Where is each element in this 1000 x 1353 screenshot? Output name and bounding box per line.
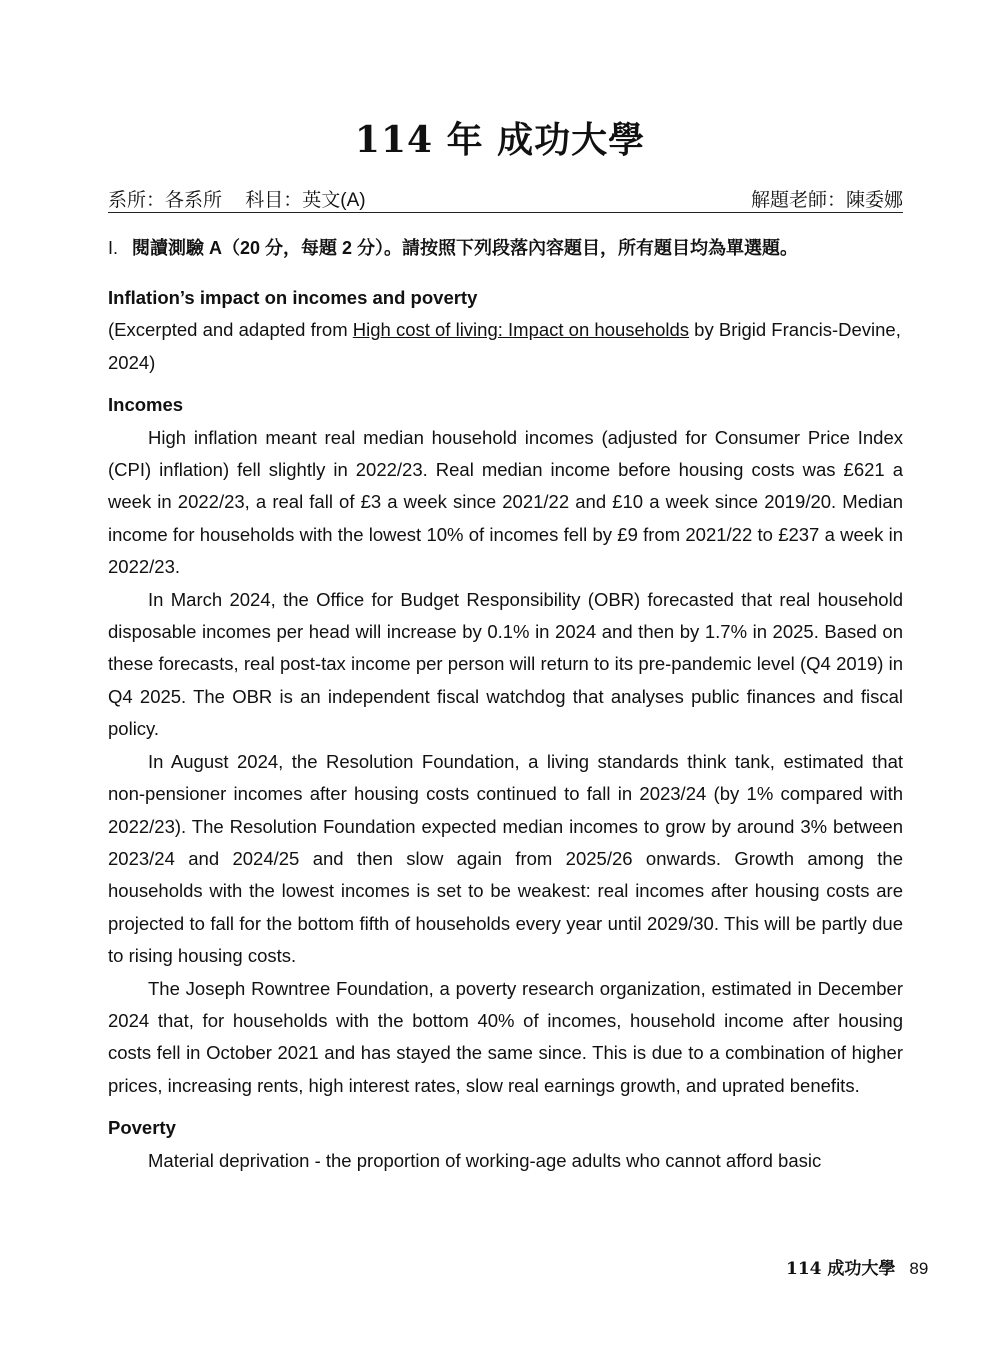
article-title: Inflation’s impact on incomes and poverty — [108, 287, 478, 308]
subject-label: 科目：英文(A) — [245, 189, 366, 211]
footer-title: 114 成功大學 — [786, 1259, 896, 1279]
paragraph: In March 2024, the Office for Budget Responsibility (OBR) forecasted that real household disposable incomes per head will increase by 0.1% in 2024 and then by 1.7% in 2025. Based on these forecasts, real post-tax income per person will return to its pre-pandemic level (Q4 2019) in Q4 2025. The OBR is an independent fiscal watchdog that analyses public finances and fiscal policy. — [108, 588, 903, 740]
section-heading-poverty: Poverty — [108, 1117, 176, 1139]
section-heading-incomes: Incomes — [108, 394, 184, 416]
section-heading — [108, 234, 903, 260]
exam-meta-row — [108, 184, 903, 213]
paragraph: The Joseph Rowntree Foundation, a poverty research organization, estimated in December 2024 that, for households with the bottom 40% of incomes, household income after housing costs fell in October 2021 and has stayed the same since. This is due to a combination of higher prices, increasing rents, high interest rates, slow real earnings growth, and uprated benefits. — [108, 977, 903, 1096]
teacher-label: 解題老師：陳委娜 — [750, 189, 903, 211]
page-number: 89 — [909, 1259, 929, 1278]
paragraph: High inflation meant real median household incomes (adjusted for Consumer Price Index (CPI) inflation) fell slightly in 2022/23. Real median income before housing costs was £621 a week in 2022/23, a real fall of £3 a week since 2021/22 and £10 a week since 2019/20. Median income for households with the lowest 10% of incomes fell by £9 from 2021/22 to £237 a week in 2022/23. — [108, 426, 903, 578]
article-source — [108, 314, 903, 379]
meta-left — [108, 185, 384, 212]
department-label: 系所：各系所 — [108, 189, 223, 211]
source-prefix: (Excerpted and adapted from — [108, 319, 353, 341]
section-number: I. — [108, 238, 119, 258]
page-title: 114 年 成功大學 — [354, 119, 646, 161]
paragraph: Material deprivation - the proportion of working-age adults who cannot afford basic — [148, 1149, 822, 1171]
article-body — [108, 282, 903, 1177]
source-suffix: by Brigid Francis-Devine, 2024) — [108, 319, 901, 373]
source-title: High cost of living: Impact on households — [352, 319, 690, 341]
section-instruction: 閱讀測驗 A（20 分，每題 2 分）。請按照下列段落內容題目，所有題目均為單選題。 — [132, 238, 799, 258]
paragraph: In August 2024, the Resolution Foundation, a living standards think tank, estimated that non-pensioner incomes after housing costs continued to fall in 2023/24 (by 1% compared with 2022/23). The Resolution Foundation expected median incomes to grow by around 3% between 2023/24 and 2024/25 and then slow again from 2025/26 onwards. Growth among the households with the lowest incomes is set to be weakest: real incomes after housing costs are projected to fall for the bottom fifth of households every year until 2029/30. This will be partly due to rising housing costs. — [108, 750, 903, 967]
page-footer — [786, 1254, 928, 1279]
